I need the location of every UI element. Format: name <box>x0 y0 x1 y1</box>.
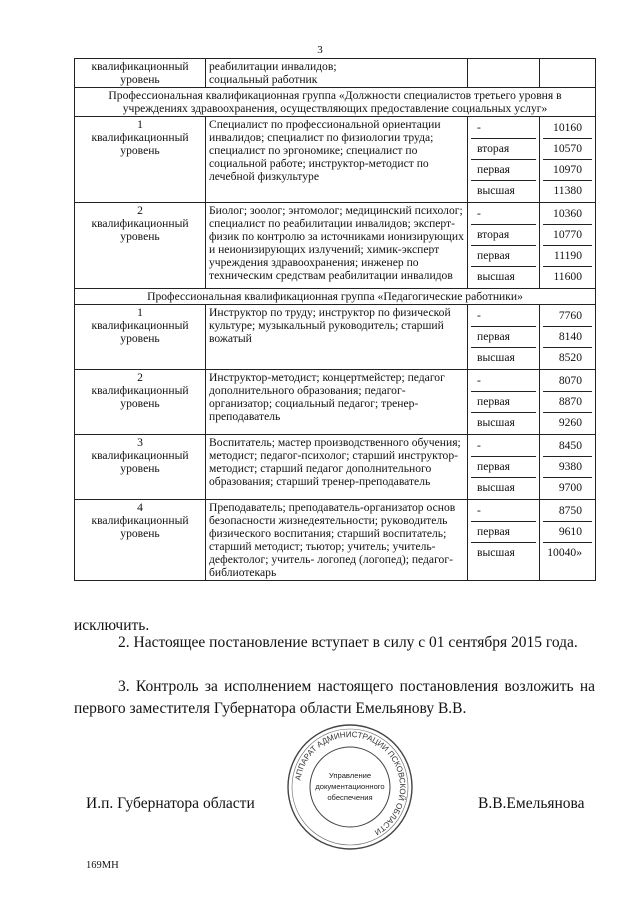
group-title: Профессиональная квалификационная группа «Педагогические работники» <box>75 289 596 305</box>
category-cell: - вторая первая высшая <box>468 117 540 203</box>
level-cell: 4 квалификационный уровень <box>75 500 206 581</box>
posts-cell: Преподаватель; преподаватель-организатор основ безопасности жизнедеятельности; руководитель физического воспитания; старший воспитатель; старший методист; тьютор; учитель; учитель-дефектолог; учитель- логопед (логопед); педагог-библиотекарь <box>206 500 468 581</box>
posts-cell: Инструктор-методист; концертмейстер; педагог дополнительного образования; педагог-организатор; социальный педагог; тренер-преподаватель <box>206 370 468 435</box>
table-row <box>75 305 596 370</box>
level-cell: 2 квалификационный уровень <box>75 370 206 435</box>
salary-cell: 7760 8140 8520 <box>540 305 596 370</box>
level-cell: 3 квалификационный уровень <box>75 435 206 500</box>
posts-cell: Инструктор по труду; инструктор по физической культуре; музыкальный руководитель; старший вожатый <box>206 305 468 370</box>
table-row <box>75 117 596 203</box>
signatory-name: В.В.Емельянова <box>478 795 585 812</box>
seal-center-line-3: обеспечения <box>327 793 373 802</box>
paragraph-control: 3. Контроль за исполнением настоящего постановления возложить на первого заместителя Губернатора области Емельянову В.В. <box>74 678 595 717</box>
table-row <box>75 435 596 500</box>
level-cell: 1 квалификационный уровень <box>75 305 206 370</box>
level-cell: квалификационный уровень <box>75 59 206 88</box>
seal-ring-text: АППАРАТ АДМИНИСТРАЦИИ ПСКОВСКОЙ ОБЛАСТИ <box>293 729 408 837</box>
exclude-text: исключить. <box>74 617 150 634</box>
posts-cell: Воспитатель; мастер производственного обучения; методист; педагог-психолог; старший инструктор-методист; старший педагог дополнительного образования; старший тренер-преподаватель <box>206 435 468 500</box>
table-row <box>75 203 596 289</box>
salary-table <box>74 58 596 581</box>
document-code: 169МН <box>86 860 119 871</box>
level-cell: 2 квалификационный уровень <box>75 203 206 289</box>
category-cell: - вторая первая высшая <box>468 203 540 289</box>
category-cell: - первая высшая <box>468 370 540 435</box>
salary-cell: 10360 10770 11190 11600 <box>540 203 596 289</box>
salary-cell: 8750 9610 10040» <box>540 500 596 581</box>
seal-center-line-2: документационного <box>315 782 385 791</box>
salary-cell: 8450 9380 9700 <box>540 435 596 500</box>
salary-cell: 8070 8870 9260 <box>540 370 596 435</box>
salary-cell: 10160 10570 10970 11380 <box>540 117 596 203</box>
category-cell: - первая высшая <box>468 305 540 370</box>
signatory-title: И.п. Губернатора области <box>86 795 255 812</box>
category-cell <box>468 59 540 88</box>
seal-center-line-1: Управление <box>328 771 372 780</box>
posts-cell: Биолог; зоолог; энтомолог; медицинский психолог; специалист по реабилитации инвалидов; эксперт-физик по контролю за источниками ионизирующих и неионизирующих излучений; химик-эксперт учреждения здравоохранения; инженер по техническим средствам реабилитации инвалидов <box>206 203 468 289</box>
table-row <box>75 370 596 435</box>
level-cell: 1 квалификационный уровень <box>75 117 206 203</box>
group-header-row <box>75 289 596 305</box>
category-cell: - первая высшая <box>468 500 540 581</box>
group-title: Профессиональная квалификационная группа «Должности специалистов третьего уровня в учреждениях здравоохранения, осуществляющих предоставление социальных услуг» <box>75 88 596 117</box>
salary-cell <box>540 59 596 88</box>
group-header-row <box>75 88 596 117</box>
page-number: 3 <box>317 44 323 56</box>
paragraph-effective-date: 2. Настоящее постановление вступает в силу с 01 сентября 2015 года. <box>118 634 578 651</box>
category-cell: - первая высшая <box>468 435 540 500</box>
table-row-continuation <box>75 59 596 88</box>
posts-cell: Специалист по профессиональной ориентации инвалидов; специалист по физиологии труда; специалист по эргономике; специалист по социальной работе; инструктор-методист по лечебной физкультуре <box>206 117 468 203</box>
table-row <box>75 500 596 581</box>
official-seal <box>285 722 415 852</box>
posts-cell: реабилитации инвалидов; социальный работник <box>206 59 468 88</box>
